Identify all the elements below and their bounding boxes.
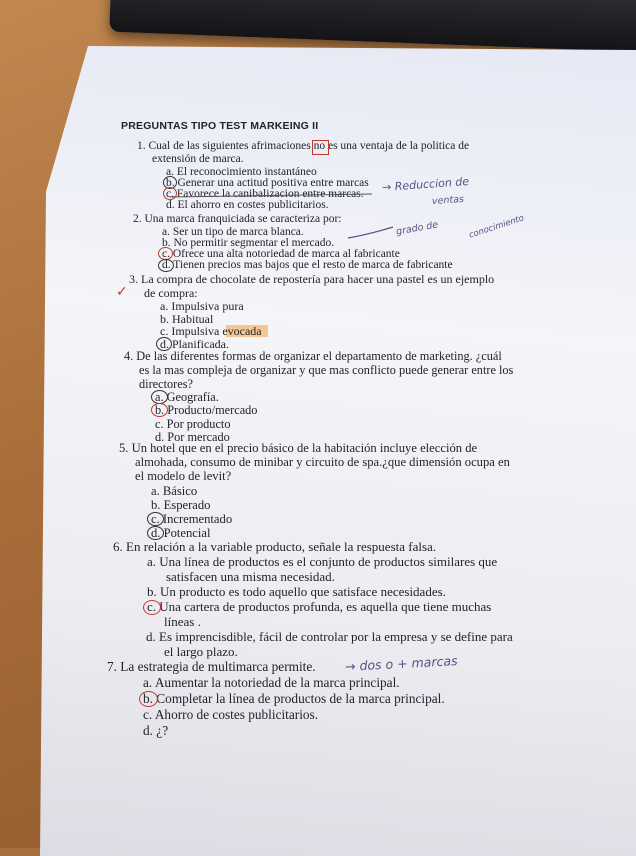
q6-option-a-cont: satisfacen una misma necesidad. (166, 569, 335, 584)
question-4-line-3: directores? (139, 377, 193, 391)
q6-option-a: a. Una línea de productos es el conjunto de productos similares que (147, 554, 498, 569)
q1-option-b: b. Generar una actitud positiva entre marcas (166, 177, 369, 189)
note-q7-marcas: → dos o + marcas (344, 653, 458, 674)
q1-option-c: c. Favorece la canibalizacion entre marcas. (166, 188, 364, 200)
question-2-line-1: 2. Una marca franquiciada se caracteriza por: (133, 213, 342, 225)
q6-option-c: c. Una cartera de productos profunda, es aquella que tiene muchas (147, 599, 492, 614)
question-4-line-2: es la mas compleja de organizar y que mas conflicto puede generar entre los (139, 363, 514, 377)
question-3-line-1: 3. La compra de chocolate de repostería para hacer una pastel es un ejemplo (129, 272, 495, 286)
question-6-line-1: 6. En relación a la variable producto, señale la respuesta falsa. (113, 539, 437, 554)
q7-option-a: a. Aumentar la notoriedad de la marca principal. (143, 675, 400, 690)
q3-option-d: d. Planificada. (160, 337, 229, 351)
q6-option-d: d. Es imprencisdible, fácil de controlar por la empresa y se define para (146, 629, 513, 644)
q5-option-b: b. Esperado (151, 498, 211, 512)
q3-option-a: a. Impulsiva pura (160, 299, 244, 313)
q6-option-b: b. Un producto es todo aquello que satisface necesidades. (147, 584, 446, 599)
note-q1-ventas: ventas (431, 193, 465, 208)
q5-option-a: a. Básico (151, 484, 198, 498)
note-q1-reduccion: → Reduccion de (381, 174, 470, 195)
q7-option-d: d. ¿? (143, 723, 169, 738)
q3-option-c: c. Impulsiva evocada (160, 324, 262, 338)
q1-option-a: a. El reconocimiento instantáneo (166, 166, 317, 178)
q4-option-a: a. Geografía. (155, 390, 219, 404)
q6-option-d-cont: el largo plazo. (164, 644, 238, 659)
q4-option-c: c. Por producto (155, 417, 231, 431)
q1-option-d: d. El ahorro en costes publicitarios. (166, 199, 329, 211)
q2-option-d: d. Tienen precios mas bajos que el resto de marca de fabricante (162, 259, 453, 271)
q2-option-c: c. Ofrece una alta notoriedad de marca al fabricante (162, 248, 400, 260)
q4-option-b: b. Producto/mercado (155, 403, 258, 417)
check-mark-q3: ✓ (116, 284, 128, 300)
q5-option-c: c. Incrementado (151, 512, 233, 526)
question-3-line-2: de compra: (144, 286, 198, 300)
q2-option-a: a. Ser un tipo de marca blanca. (162, 226, 304, 238)
note-q2-grado: grado de (395, 219, 440, 238)
question-7-line-1: 7. La estrategia de multimarca permite. (107, 659, 316, 674)
question-1-line-1: 1. Cual de las siguientes afrimaciones no es una ventaja de la politica de (137, 140, 470, 152)
q2-option-b: b. No permitir segmentar el mercado. (162, 237, 335, 249)
q7-option-b: b. Completar la línea de productos de la marca principal. (143, 691, 445, 706)
q7-option-c: c. Ahorro de costes publicitarios. (143, 707, 319, 722)
question-1-line-2: extensión de marca. (152, 153, 244, 165)
question-5-line-3: el modelo de levit? (135, 469, 232, 483)
question-5-line-2: almohada, consumo de minibar y circuito de spa.¿que dimensión ocupa en (135, 455, 510, 469)
q4-option-d: d. Por mercado (155, 430, 230, 444)
note-q2-conocimiento: conocimiento (467, 213, 526, 241)
question-5-line-1: 5. Un hotel que en el precio básico de la habitación incluye elección de (119, 441, 478, 455)
q3-option-b: b. Habitual (160, 312, 214, 326)
q5-option-d: d. Potencial (151, 526, 211, 540)
q6-option-c-cont: líneas . (164, 614, 201, 629)
page-title: PREGUNTAS TIPO TEST MARKEING II (121, 120, 319, 132)
question-4-line-1: 4. De las diferentes formas de organizar el departamento de marketing. ¿cuál (124, 349, 502, 363)
